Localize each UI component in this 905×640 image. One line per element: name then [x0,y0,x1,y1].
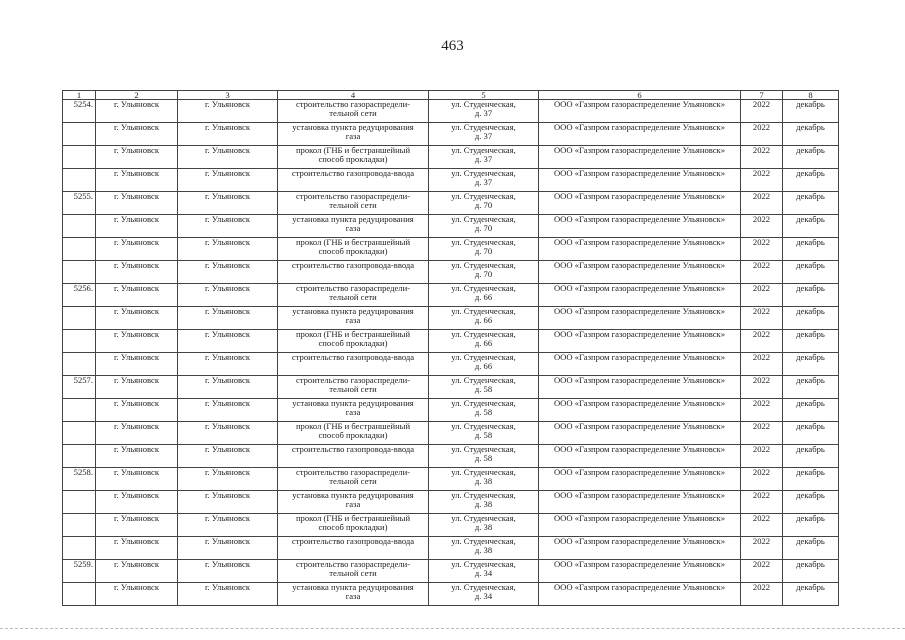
cell-text-line: д. 34 [474,591,493,602]
cell-text-line: газа [345,407,361,418]
year-cell: 2022 [741,560,783,583]
month-cell: декабрь [783,330,839,353]
year-cell: 2022 [741,491,783,514]
municipality-cell: г. Ульяновск [96,146,178,169]
cell-text-line: прокол (ГНБ и бестраншейный [295,329,411,339]
cell-text-line: ул. Студенческая, [451,490,516,500]
table-row [63,215,839,238]
cell-text-line: способ прокладки) [318,154,388,165]
cell-text-line: ул. Студенческая, [451,352,516,362]
cell-text-line: ул. Студенческая, [451,306,516,316]
municipality-cell: г. Ульяновск [96,399,178,422]
organization-cell: ООО «Газпром газораспределение Ульяновск» [539,514,741,537]
entry-number: 5255. [63,192,96,215]
cell-text-line: установка пункта редуцирования [292,214,414,224]
year-cell: 2022 [741,238,783,261]
locality-cell: г. Ульяновск [178,537,278,560]
month-cell: декабрь [783,445,839,468]
table-row [63,100,839,123]
cell-text-line: ул. Студенческая, [451,191,516,201]
cell-text-line: д. 38 [474,499,493,510]
month-cell: декабрь [783,192,839,215]
entry-number [63,146,96,169]
month-cell: декабрь [783,353,839,376]
address-cell [429,445,539,468]
municipality-cell: г. Ульяновск [96,238,178,261]
cell-text-line: тельной сети [329,108,377,119]
column-header: 1 [63,91,96,100]
year-cell: 2022 [741,422,783,445]
entry-number: 5258. [63,468,96,491]
cell-text-line: прокол (ГНБ и бестраншейный [295,513,411,523]
organization-cell: ООО «Газпром газораспределение Ульяновск» [539,445,741,468]
cell-text-line: способ прокладки) [318,338,388,349]
address-cell [429,192,539,215]
organization-cell: ООО «Газпром газораспределение Ульяновск» [539,146,741,169]
work-type-cell [278,307,429,330]
month-cell: декабрь [783,422,839,445]
cell-text-line: строительство газопровода-ввода [291,444,415,454]
cell-text-line: тельной сети [329,200,377,211]
municipality-cell: г. Ульяновск [96,261,178,284]
cell-text-line: ул. Студенческая, [451,237,516,247]
cell-text-line: ул. Студенческая, [451,513,516,523]
cell-text-line: тельной сети [329,568,377,579]
cell-text-line: ул. Студенческая, [451,145,516,155]
entry-number [63,123,96,146]
year-cell: 2022 [741,353,783,376]
cell-text-line: газа [345,131,361,142]
entry-number [63,261,96,284]
cell-text-line: способ прокладки) [318,522,388,533]
year-cell: 2022 [741,123,783,146]
entry-number [63,353,96,376]
address-cell [429,422,539,445]
locality-cell: г. Ульяновск [178,422,278,445]
cell-text-line: д. 70 [474,200,493,211]
work-type-cell [278,261,429,284]
cell-text-line: газа [345,499,361,510]
work-type-cell [278,192,429,215]
cell-text-line: строительство газораспредели- [295,559,411,569]
table-row [63,445,839,468]
locality-cell: г. Ульяновск [178,376,278,399]
work-type-cell [278,330,429,353]
municipality-cell: г. Ульяновск [96,468,178,491]
month-cell: декабрь [783,514,839,537]
entry-number [63,514,96,537]
work-type-cell [278,238,429,261]
municipality-cell: г. Ульяновск [96,123,178,146]
cell-text-line: установка пункта редуцирования [292,306,414,316]
table-row [63,514,839,537]
address-cell [429,376,539,399]
month-cell: декабрь [783,261,839,284]
organization-cell: ООО «Газпром газораспределение Ульяновск» [539,261,741,284]
municipality-cell: г. Ульяновск [96,353,178,376]
organization-cell: ООО «Газпром газораспределение Ульяновск» [539,215,741,238]
cell-text-line: ул. Студенческая, [451,260,516,270]
municipality-cell: г. Ульяновск [96,192,178,215]
scan-edge-line [0,628,905,629]
municipality-cell: г. Ульяновск [96,560,178,583]
page-number: 463 [441,38,464,54]
month-cell: декабрь [783,307,839,330]
municipality-cell: г. Ульяновск [96,491,178,514]
work-type-cell [278,100,429,123]
address-cell [429,146,539,169]
municipality-cell: г. Ульяновск [96,330,178,353]
column-header: 8 [783,91,839,100]
organization-cell: ООО «Газпром газораспределение Ульяновск» [539,376,741,399]
table-row [63,330,839,353]
cell-text-line: д. 58 [474,407,493,418]
cell-text-line: прокол (ГНБ и бестраншейный [295,237,411,247]
municipality-cell: г. Ульяновск [96,537,178,560]
locality-cell: г. Ульяновск [178,583,278,606]
cell-text-line: д. 58 [474,453,493,464]
address-cell [429,100,539,123]
municipality-cell: г. Ульяновск [96,307,178,330]
month-cell: декабрь [783,560,839,583]
municipality-cell: г. Ульяновск [96,445,178,468]
locality-cell: г. Ульяновск [178,445,278,468]
cell-text-line: строительство газораспредели- [295,99,411,109]
locality-cell: г. Ульяновск [178,468,278,491]
table-row [63,399,839,422]
work-type-cell [278,514,429,537]
cell-text-line: д. 66 [474,315,493,326]
organization-cell: ООО «Газпром газораспределение Ульяновск» [539,560,741,583]
cell-text-line: способ прокладки) [318,430,388,441]
table-row [63,537,839,560]
locality-cell: г. Ульяновск [178,169,278,192]
cell-text-line: д. 66 [474,292,493,303]
cell-text-line: газа [345,315,361,326]
cell-text-line: ул. Студенческая, [451,122,516,132]
table-row [63,376,839,399]
month-cell: декабрь [783,100,839,123]
organization-cell: ООО «Газпром газораспределение Ульяновск» [539,537,741,560]
entry-number [63,330,96,353]
locality-cell: г. Ульяновск [178,238,278,261]
address-cell [429,261,539,284]
locality-cell: г. Ульяновск [178,307,278,330]
cell-text-line: установка пункта редуцирования [292,490,414,500]
municipality-cell: г. Ульяновск [96,514,178,537]
locality-cell: г. Ульяновск [178,514,278,537]
cell-text-line: ул. Студенческая, [451,329,516,339]
work-type-cell [278,215,429,238]
cell-text-line: ул. Студенческая, [451,283,516,293]
work-type-cell [278,491,429,514]
entry-number: 5257. [63,376,96,399]
month-cell: декабрь [783,123,839,146]
cell-text-line: строительство газопровода-ввода [291,168,415,178]
cell-text-line: д. 66 [474,361,493,372]
cell-text-line: установка пункта редуцирования [292,122,414,132]
month-cell: декабрь [783,537,839,560]
cell-text-line: установка пункта редуцирования [292,582,414,592]
table-row [63,123,839,146]
year-cell: 2022 [741,330,783,353]
address-cell [429,238,539,261]
column-header: 4 [278,91,429,100]
address-cell [429,353,539,376]
organization-cell: ООО «Газпром газораспределение Ульяновск» [539,238,741,261]
locality-cell: г. Ульяновск [178,353,278,376]
cell-text-line: ул. Студенческая, [451,99,516,109]
locality-cell: г. Ульяновск [178,284,278,307]
cell-text-line: ул. Студенческая, [451,168,516,178]
work-type-cell [278,146,429,169]
column-header: 7 [741,91,783,100]
address-cell [429,583,539,606]
locality-cell: г. Ульяновск [178,399,278,422]
work-type-cell [278,353,429,376]
organization-cell: ООО «Газпром газораспределение Ульяновск» [539,468,741,491]
month-cell: декабрь [783,399,839,422]
year-cell: 2022 [741,215,783,238]
cell-text-line: ул. Студенческая, [451,375,516,385]
cell-text-line: д. 70 [474,223,493,234]
cell-text-line: д. 70 [474,269,493,280]
year-cell: 2022 [741,376,783,399]
month-cell: декабрь [783,491,839,514]
table-row [63,169,839,192]
cell-text-line: д. 66 [474,338,493,349]
table-header-row [63,91,839,100]
municipality-cell: г. Ульяновск [96,100,178,123]
cell-text-line: д. 37 [474,131,493,142]
locality-cell: г. Ульяновск [178,146,278,169]
address-cell [429,514,539,537]
table-row [63,284,839,307]
table-row [63,491,839,514]
work-type-cell [278,422,429,445]
month-cell: декабрь [783,376,839,399]
organization-cell: ООО «Газпром газораспределение Ульяновск» [539,307,741,330]
month-cell: декабрь [783,215,839,238]
address-cell [429,468,539,491]
cell-text-line: д. 58 [474,430,493,441]
table-row [63,307,839,330]
address-cell [429,560,539,583]
cell-text-line: ул. Студенческая, [451,536,516,546]
entry-number [63,537,96,560]
entry-number: 5259. [63,560,96,583]
cell-text-line: тельной сети [329,476,377,487]
municipality-cell: г. Ульяновск [96,215,178,238]
year-cell: 2022 [741,514,783,537]
table-row [63,146,839,169]
organization-cell: ООО «Газпром газораспределение Ульяновск» [539,583,741,606]
cell-text-line: д. 38 [474,476,493,487]
cell-text-line: прокол (ГНБ и бестраншейный [295,145,411,155]
year-cell: 2022 [741,146,783,169]
cell-text-line: установка пункта редуцирования [292,398,414,408]
column-header: 6 [539,91,741,100]
table-row [63,353,839,376]
municipality-cell: г. Ульяновск [96,376,178,399]
organization-cell: ООО «Газпром газораспределение Ульяновск» [539,399,741,422]
cell-text-line: строительство газопровода-ввода [291,352,415,362]
column-header: 3 [178,91,278,100]
cell-text-line: ул. Студенческая, [451,582,516,592]
month-cell: декабрь [783,238,839,261]
month-cell: декабрь [783,468,839,491]
address-cell [429,330,539,353]
organization-cell: ООО «Газпром газораспределение Ульяновск» [539,100,741,123]
entry-number [63,169,96,192]
month-cell: декабрь [783,284,839,307]
municipality-cell: г. Ульяновск [96,422,178,445]
cell-text-line: тельной сети [329,384,377,395]
registry-table [62,90,839,606]
address-cell [429,284,539,307]
work-type-cell [278,284,429,307]
year-cell: 2022 [741,307,783,330]
address-cell [429,491,539,514]
locality-cell: г. Ульяновск [178,123,278,146]
cell-text-line: тельной сети [329,292,377,303]
table-row [63,192,839,215]
organization-cell: ООО «Газпром газораспределение Ульяновск» [539,330,741,353]
year-cell: 2022 [741,261,783,284]
table-row [63,261,839,284]
cell-text-line: строительство газораспредели- [295,283,411,293]
locality-cell: г. Ульяновск [178,560,278,583]
cell-text-line: газа [345,223,361,234]
address-cell [429,169,539,192]
table-row [63,422,839,445]
entry-number [63,238,96,261]
month-cell: декабрь [783,146,839,169]
organization-cell: ООО «Газпром газораспределение Ульяновск» [539,353,741,376]
year-cell: 2022 [741,468,783,491]
work-type-cell [278,399,429,422]
cell-text-line: строительство газораспредели- [295,375,411,385]
work-type-cell [278,445,429,468]
work-type-cell [278,123,429,146]
year-cell: 2022 [741,583,783,606]
cell-text-line: д. 37 [474,154,493,165]
work-type-cell [278,169,429,192]
locality-cell: г. Ульяновск [178,491,278,514]
work-type-cell [278,468,429,491]
cell-text-line: строительство газораспредели- [295,467,411,477]
year-cell: 2022 [741,445,783,468]
table-row [63,238,839,261]
cell-text-line: д. 37 [474,177,493,188]
cell-text-line: газа [345,591,361,602]
cell-text-line: д. 58 [474,384,493,395]
locality-cell: г. Ульяновск [178,100,278,123]
entry-number: 5254. [63,100,96,123]
address-cell [429,123,539,146]
entry-number [63,491,96,514]
cell-text-line: д. 37 [474,108,493,119]
entry-number [63,399,96,422]
year-cell: 2022 [741,192,783,215]
cell-text-line: строительство газопровода-ввода [291,536,415,546]
cell-text-line: ул. Студенческая, [451,214,516,224]
address-cell [429,215,539,238]
work-type-cell [278,376,429,399]
organization-cell: ООО «Газпром газораспределение Ульяновск» [539,169,741,192]
table-row [63,583,839,606]
entry-number [63,422,96,445]
organization-cell: ООО «Газпром газораспределение Ульяновск» [539,491,741,514]
locality-cell: г. Ульяновск [178,261,278,284]
address-cell [429,307,539,330]
entry-number [63,307,96,330]
column-header: 2 [96,91,178,100]
month-cell: декабрь [783,169,839,192]
month-cell: декабрь [783,583,839,606]
locality-cell: г. Ульяновск [178,330,278,353]
year-cell: 2022 [741,399,783,422]
cell-text-line: д. 38 [474,545,493,556]
cell-text-line: строительство газопровода-ввода [291,260,415,270]
year-cell: 2022 [741,284,783,307]
cell-text-line: прокол (ГНБ и бестраншейный [295,421,411,431]
cell-text-line: ул. Студенческая, [451,421,516,431]
entry-number: 5256. [63,284,96,307]
cell-text-line: способ прокладки) [318,246,388,257]
address-cell [429,399,539,422]
cell-text-line: д. 38 [474,522,493,533]
cell-text-line: ул. Студенческая, [451,398,516,408]
table-row [63,468,839,491]
year-cell: 2022 [741,169,783,192]
organization-cell: ООО «Газпром газораспределение Ульяновск» [539,284,741,307]
cell-text-line: ул. Студенческая, [451,467,516,477]
work-type-cell [278,583,429,606]
work-type-cell [278,537,429,560]
organization-cell: ООО «Газпром газораспределение Ульяновск» [539,123,741,146]
cell-text-line: ул. Студенческая, [451,444,516,454]
locality-cell: г. Ульяновск [178,192,278,215]
table-row [63,560,839,583]
entry-number [63,583,96,606]
cell-text-line: ул. Студенческая, [451,559,516,569]
municipality-cell: г. Ульяновск [96,169,178,192]
column-header: 5 [429,91,539,100]
cell-text-line: д. 34 [474,568,493,579]
address-cell [429,537,539,560]
year-cell: 2022 [741,100,783,123]
municipality-cell: г. Ульяновск [96,583,178,606]
locality-cell: г. Ульяновск [178,215,278,238]
work-type-cell [278,560,429,583]
cell-text-line: д. 70 [474,246,493,257]
organization-cell: ООО «Газпром газораспределение Ульяновск» [539,192,741,215]
cell-text-line: строительство газораспредели- [295,191,411,201]
entry-number [63,445,96,468]
municipality-cell: г. Ульяновск [96,284,178,307]
entry-number [63,215,96,238]
organization-cell: ООО «Газпром газораспределение Ульяновск» [539,422,741,445]
year-cell: 2022 [741,537,783,560]
